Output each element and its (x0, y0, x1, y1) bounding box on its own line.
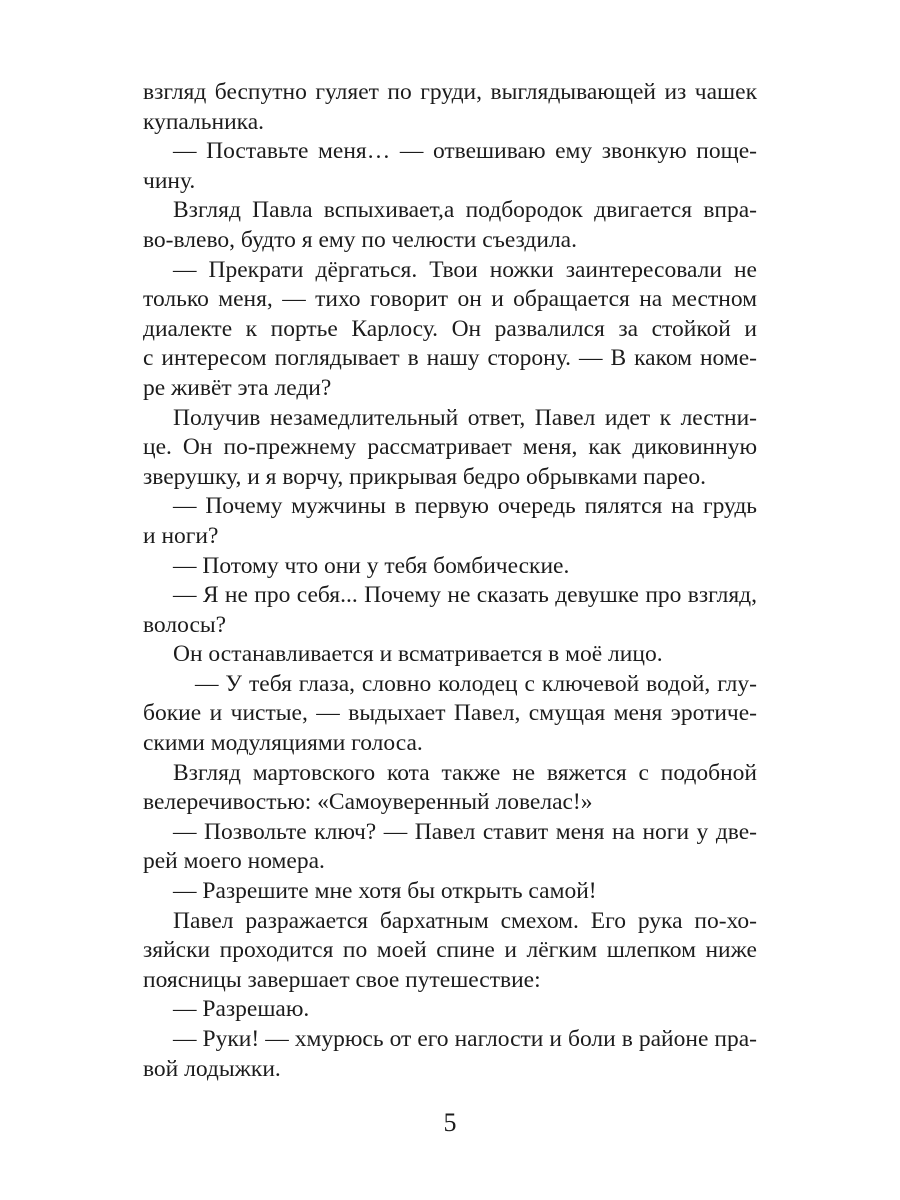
text-line: це. Он по-прежнему рассматривает меня, как диковинную (143, 434, 757, 461)
text-line: — Прекрати дёргаться. Твои ножки заинтересовали не (173, 256, 757, 283)
text-line: волосы? (143, 611, 227, 638)
text-line: взгляд беспутно гуляет по груди, выглядывающей из чашек (143, 79, 757, 105)
text-line: — Руки! — хмурюсь от его наглости и боли в районе пра- (173, 1026, 757, 1052)
text-line: только меня, — тихо говорит он и обращается на местном (143, 286, 757, 313)
text-line: ре живёт эта леди? (143, 374, 332, 401)
text-line: рей моего номера. (143, 848, 325, 875)
text-line: и ноги? (143, 522, 219, 549)
text-line: чину. (143, 167, 196, 194)
text-line: — Разрешите мне хотя бы открыть самой! (173, 878, 597, 905)
book-page-body (143, 78, 757, 1084)
text-line: вой лодыжки. (143, 1055, 281, 1082)
text-line: бокие и чистые, — выдыхает Павел, смущая меня эротиче- (143, 700, 757, 727)
text-line: — Потому что они у тебя бомбические. (173, 552, 570, 579)
text-line: — Поставьте меня… — отвешиваю ему звонкую поще- (173, 138, 757, 165)
text-line: Он останавливается и всматривается в моё лицо. (173, 641, 663, 668)
text-line: велеречивостью: «Самоуверенный ловелас!» (143, 789, 593, 816)
text-line: купальника. (143, 108, 265, 135)
text-line: зверушку, и я ворчу, прикрывая бедро обрывками парео. (143, 463, 706, 490)
text-line: — Разрешаю. (173, 996, 310, 1023)
page-text (143, 78, 757, 1084)
text-line: скими модуляциями голоса. (143, 730, 423, 757)
text-line: зяйски проходится по моей спине и лёгким шлепком ниже (143, 937, 757, 964)
text-line: Взгляд Павла вспыхивает,а подбородок двигается впра- (173, 197, 757, 224)
text-line: — Позвольте ключ? — Павел ставит меня на ноги у две- (173, 818, 757, 845)
page-number: 5 (443, 1108, 457, 1137)
text-line: — Я не про себя... Почему не сказать девушке про взгляд, (173, 582, 757, 609)
text-line: во-влево, будто я ему по челюсти съездила. (143, 226, 577, 253)
text-line: — У тебя глаза, словно колодец с ключевой водой, глу- (195, 670, 757, 697)
text-line: поясницы завершает свое путешествие: (143, 966, 541, 993)
text-line: с интересом поглядывает в нашу сторону. — В каком номе- (143, 345, 757, 372)
text-line: диалекте к портье Карлосу. Он развалился за стойкой и (143, 315, 757, 342)
text-line: Получив незамедлительный ответ, Павел идет к лестни- (173, 404, 757, 431)
text-line: Взгляд мартовского кота также не вяжется с подобной (173, 759, 757, 786)
text-line: — Почему мужчины в первую очередь пялятся на грудь (173, 493, 757, 520)
text-line: Павел разражается бархатным смехом. Его рука по-хо- (173, 907, 757, 934)
